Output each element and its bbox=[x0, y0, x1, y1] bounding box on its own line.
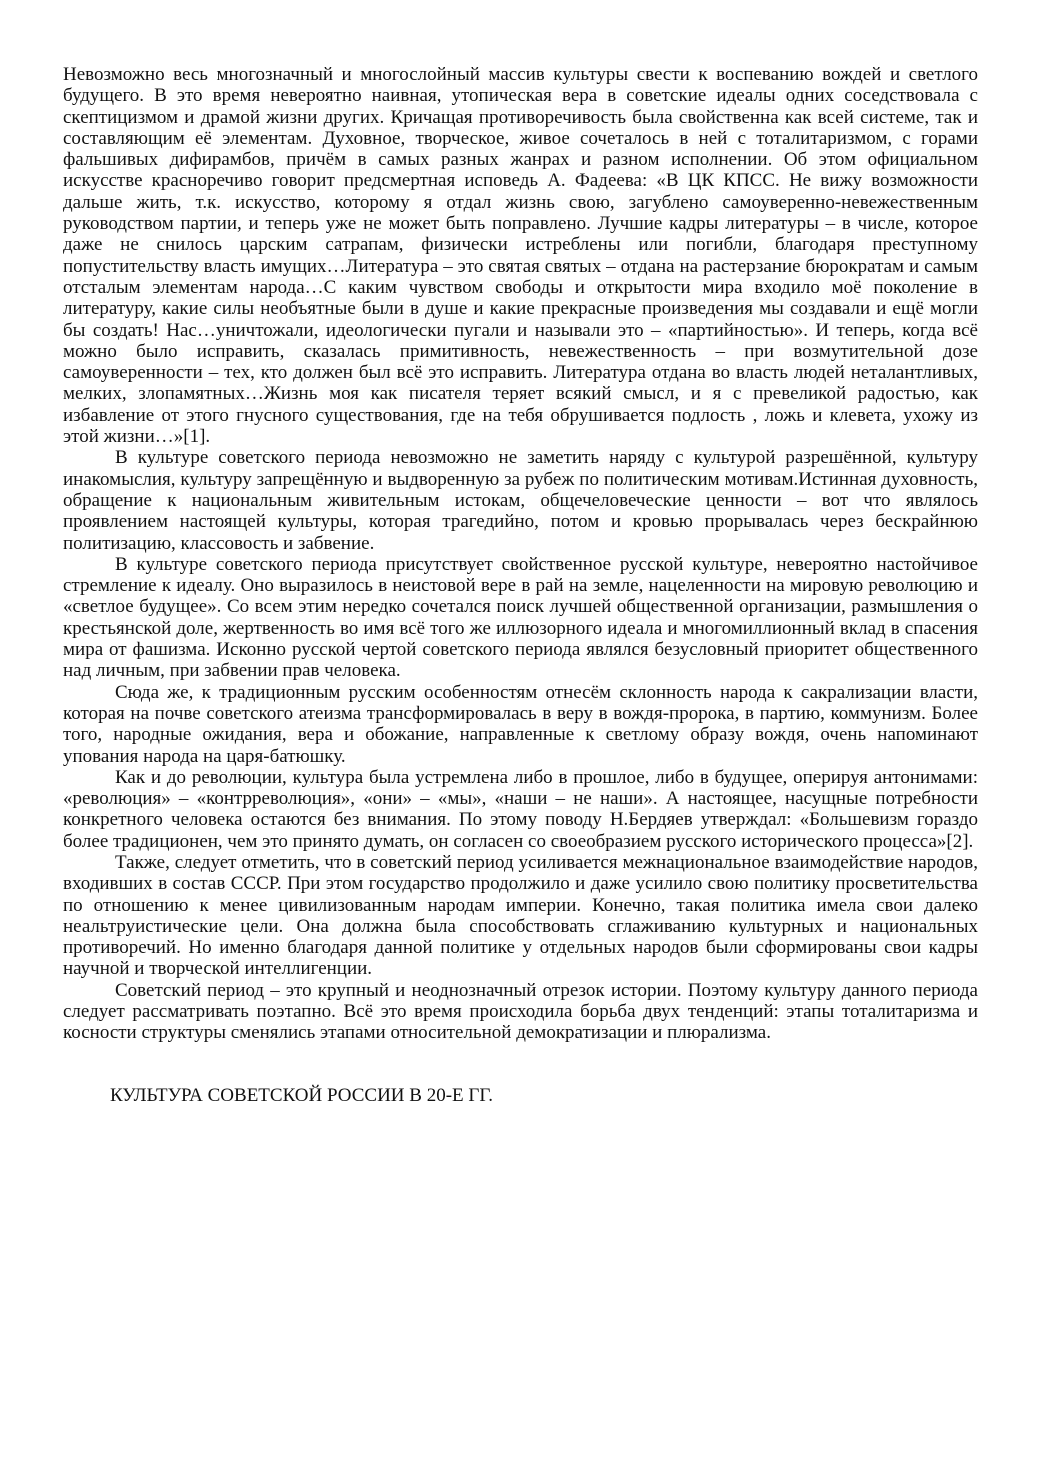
paragraph-dissent-culture: В культуре советского периода невозможно не заметить наряду с культурой разрешённой, культуру инакомыслия, культуру запрещённую и выдворенную за рубеж по политическим мотивам.Истинная духовность, обращение к национальным живительным истокам, общечеловеческие ценности – вот что являлось проявлением настоящей культуры, которая трагедийно, потом и кровью прорывалась через бескрайнюю политизацию, классовость и забвение. bbox=[63, 447, 978, 554]
section-heading: КУЛЬТУРА СОВЕТСКОЙ РОССИИ В 20-Е ГГ. bbox=[110, 1084, 493, 1106]
document-page bbox=[63, 64, 978, 1107]
paragraph-past-or-future: Как и до революции, культура была устремлена либо в прошлое, либо в будущее, оперируя антонимами: «революция» – «контрреволюция», «они» – «мы», «наши – не наши». А настоящее, насущные потребности конкретного человека остаются без внимания. По этому поводу Н.Бердяев утверждал: «Большевизм гораздо более традиционен, чем это принято думать, он согласен со своеобразием русского исторического процесса»[2]. bbox=[63, 766, 978, 852]
paragraph-fadeev-letter: Невозможно весь многозначный и многослойный массив культуры свести к воспеванию вождей и светлого будущего. В это время невероятно наивная, утопическая вера в советские идеалы одних соседствовала с скептицизмом и драмой жизни других. Кричащая противоречивость была свойственна как всей системе, так и составляющим её элементам. Духовное, творческое, живое сочеталось в ней с тоталитаризмом, с горами фальшивых дифирамбов, причём в самых разных жанрах и разном исполнении. Об этом официальном искусстве красноречиво говорит предсмертная исповедь А. Фадеева: «В ЦК КПСС. Не вижу возможности дальше жить, т.к. искусство, которому я отдал жизнь свою, загублено самоуверенно-невежественным руководством партии, и теперь уже не может быть поправлено. Лучшие кадры литературы – в числе, которое даже не снилось царским сатрапам, физически истреблены или погибли, благодаря преступному попустительству власть имущих…Литература – это святая святых – отдана на растерзание бюрократам и самым отсталым элементам народа…С каким чувством свободы и открытости мира входило моё поколение в литературу, какие силы необъятные были в душе и какие прекрасные произведения мы создавали и ещё могли бы создать! Нас…уничтожали, идеологически пугали и называли это – «партийностью». И теперь, когда всё можно было исправить, сказалась примитивность, невежественность – при возмутительной дозе самоуверенности – тех, кто должен был всё это исправить. Литература отдана во власть людей неталантливых, мелких, злопамятных…Жизнь моя как писателя теряет всякий смысл, и я с превеликой радостью, как избавление от этого гнусного существования, где на тебя обрушивается подлость , ложь и клевета, ухожу из этой жизни…»[1]. bbox=[63, 64, 978, 448]
paragraph-striving-for-ideal: В культуре советского периода присутствует свойственное русской культуре, невероятно настойчивое стремление к идеалу. Оно выразилось в неистовой вере в рай на земле, нацеленности на мировую революцию и «светлое будущее». Со всем этим нередко сочетался поиск лучшей общественной организации, размышления о крестьянской доле, жертвенность во имя всё того же иллюзорного идеала и многомиллионный вклад в спасения мира от фашизма. Исконно русской чертой советского периода являлся безусловный приоритет общественного над личным, при забвении прав человека. bbox=[63, 553, 978, 682]
paragraph-sacralization-of-power: Сюда же, к традиционным русским особенностям отнесём склонность народа к сакрализации власти, которая на почве советского атеизма трансформировалась в веру в вождя-пророка, в партию, коммунизм. Более того, народные ожидания, вера и обожание, направленные к светлому образу вождя, очень напоминают упования народа на царя-батюшку. bbox=[63, 681, 978, 767]
paragraph-soviet-period-summary: Советский период – это крупный и неоднозначный отрезок истории. Поэтому культуру данного периода следует рассматривать поэтапно. Всё это время происходила борьба двух тенденций: этапы тоталитаризма и косности структуры сменялись этапами относительной демократизации и плюрализма. bbox=[63, 979, 978, 1044]
paragraph-interethnic-interaction: Также, следует отметить, что в советский период усиливается межнациональное взаимодействие народов, входивших в состав СССР. При этом государство продолжило и даже усилило свою политику просветительства по отношению к менее цивилизованным народам империи. Конечно, такая политика имела свои далеко неальтруистические цели. Она должна была способствовать сглаживанию культурных и национальных противоречий. Но именно благодаря данной политике у отдельных народов были сформированы свои кадры научной и творческой интеллигенции. bbox=[63, 851, 978, 980]
